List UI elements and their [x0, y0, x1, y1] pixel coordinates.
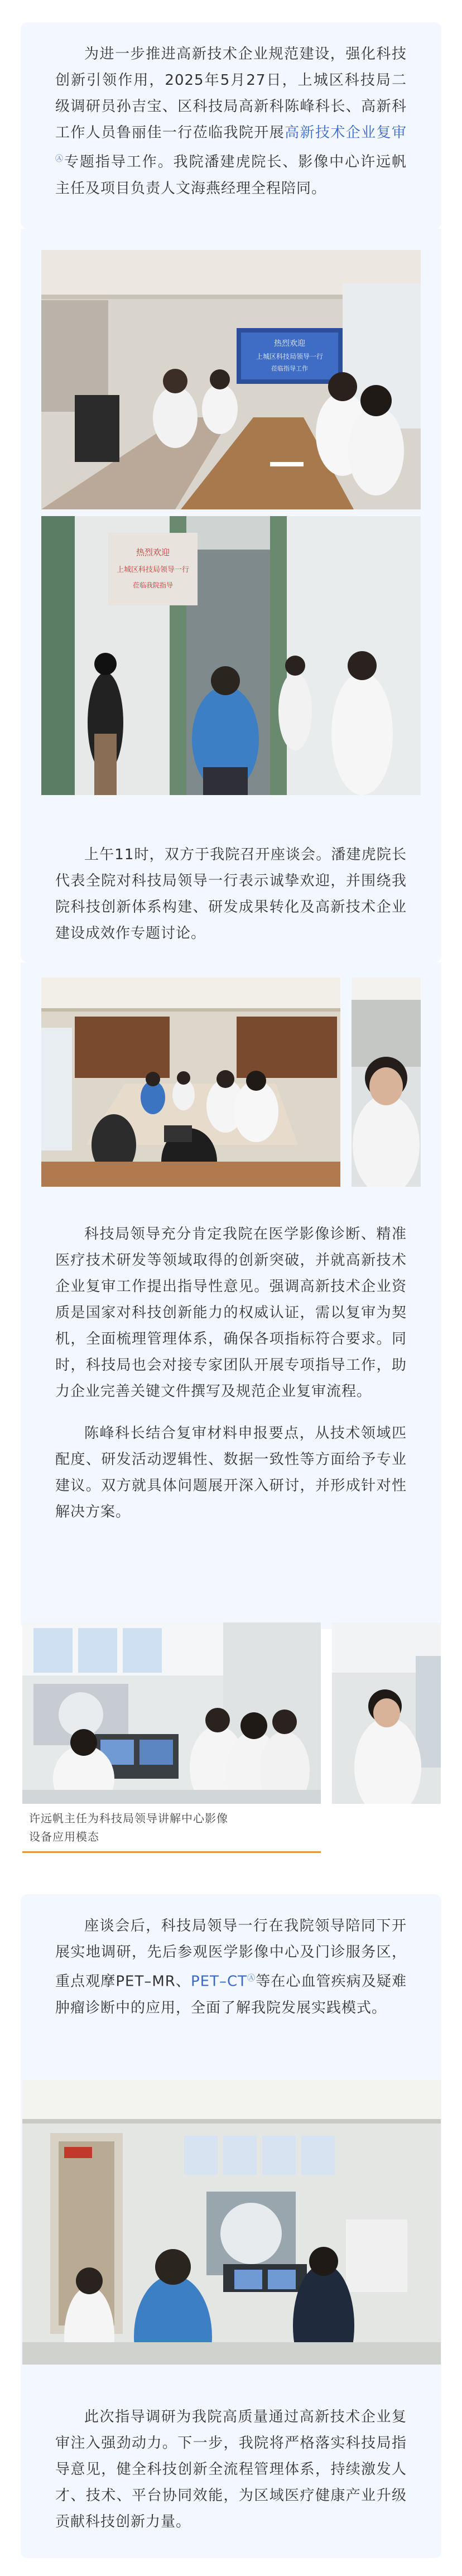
guidance-paragraph: 科技局领导充分肯定我院在医学影像诊断、精准医疗技术研发等领域取得的创新突破，并就高新技术企业复审工作提出指导性意见。强调高新技术企业资质是国家对科技创新能力的权威认证，需以复审为契机，全面梳理管理体系，确保各项指标符合要求。同时，科技局也会对接专家团队开展专项指导工作，助力企业完善关键文件撰写及规范企业复审流程。: [55, 1226, 407, 1400]
photo-caption: [29, 1809, 319, 1846]
hallway-photo: [41, 516, 421, 795]
banner-line-3: 莅临我院指导: [132, 581, 174, 589]
review-link[interactable]: 高新技术企业复审: [285, 124, 407, 141]
listener-photo: [352, 978, 421, 1187]
caption-line-1: 许远帆主任为科技局领导讲解中心影像: [29, 1812, 228, 1825]
intro-section: [21, 22, 441, 229]
advice-paragraph: 陈峰科长结合复审材料申报要点，从技术领域匹配度、研发活动逻辑性、数据一致性等方面给予专业建议。双方就具体问题展开深入研讨，并形成针对性解决方案。: [55, 1425, 407, 1520]
guidance-section: [21, 1202, 441, 1629]
caption-line-2: 设备应用模态: [29, 1830, 99, 1843]
meeting-paragraph: 上午11时，双方于我院召开座谈会。潘建虎院长代表全院对科技局领导一行表示诚挚欢迎，并围绕我院科技创新体系构建、研发成果转化及高新技术企业建设成效作专题讨论。: [55, 846, 407, 942]
search-link-icon[interactable]: Ⓐ: [55, 155, 64, 163]
meeting-section: [21, 823, 441, 962]
observer-photo: [332, 1622, 441, 1804]
intro-paragraph: 为进一步推进高新技术企业规范建设，强化科技创新引领作用，2025年5月27日，上城区科技局二级调研员孙吉宝、区科技局高新科陈峰科长、高新科工作人员鲁丽佳一行莅临我院开展高新技术企业复审Ⓐ专题指导工作。我院潘建虎院长、影像中心许远帆主任及项目负责人文海燕经理全程陪同。: [55, 46, 407, 197]
search-link-icon-2[interactable]: Ⓐ: [247, 1974, 256, 1983]
meeting-room-photo: [41, 250, 421, 509]
screen-line-2: 上城区科技局领导一行: [256, 353, 324, 360]
visit-section: [21, 1894, 441, 2073]
caption-rule: [22, 1851, 321, 1853]
visit-paragraph: 座谈会后，科技局领导一行在我院领导陪同下开展实地调研，先后参观医学影像中心及门诊服务区，重点观摩PET–MR、PET–CTⒶ等在心血管疾病及疑难肿瘤诊断中的应用，全面了解我院发展实践模式。: [55, 1918, 407, 2016]
banner-line-1: 热烈欢迎: [136, 547, 170, 557]
closing-section: [21, 2385, 441, 2558]
screen-line-3: 莅临指导工作: [271, 365, 308, 372]
equipment-explanation-photo: [22, 1622, 321, 1804]
closing-paragraph: 此次指导调研为我院高质量通过高新技术企业复审注入强劲动力。下一步，我院将严格落实科技局指导意见，健全科技创新全流程管理体系，持续激发人才、技术、平台协同效能，为区域医疗健康产业升级贡献科技创新力量。: [55, 2409, 407, 2530]
scanner-room-photo: [22, 2080, 441, 2365]
seminar-photo: [41, 978, 340, 1187]
banner-line-2: 上城区科技局领导一行: [116, 566, 190, 574]
pet-ct-link[interactable]: PET–CT: [191, 1973, 248, 1990]
screen-line-1: 热烈欢迎: [274, 339, 305, 348]
